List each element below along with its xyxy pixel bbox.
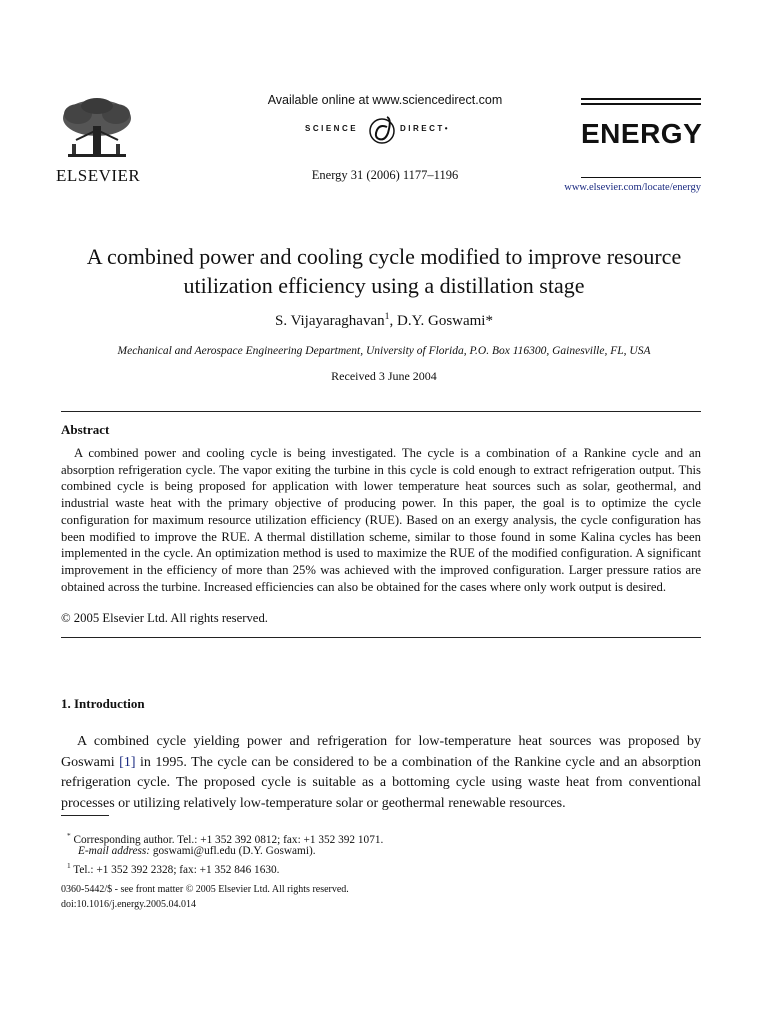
email-label: E-mail address: xyxy=(78,845,151,857)
footnote-1-mark: 1 xyxy=(67,861,71,870)
reference-link-1[interactable]: [1] xyxy=(119,754,136,770)
author-2[interactable]: D.Y. Goswami* xyxy=(397,313,493,329)
doi-line[interactable]: doi:10.1016/j.energy.2005.04.014 xyxy=(61,899,196,910)
abstract-copyright: © 2005 Elsevier Ltd. All rights reserved. xyxy=(61,611,268,625)
sciencedirect-left-word: SCIENCE xyxy=(305,124,359,133)
article-title xyxy=(40,242,728,300)
abstract-top-rule xyxy=(61,411,701,412)
abstract-bottom-rule xyxy=(61,637,701,638)
footnote-corresponding: * Corresponding author. Tel.: +1 352 392 0812; fax: +1 352 392 1071. xyxy=(67,831,384,846)
sciencedirect-right-word: DIRECT• xyxy=(400,124,451,133)
affiliation: Mechanical and Aerospace Engineering Department, University of Florida, P.O. Box 116300, Gainesville, FL, USA xyxy=(117,345,651,357)
abstract-heading: Abstract xyxy=(61,422,110,437)
sciencedirect-dot: • xyxy=(444,124,451,133)
publisher-name: ELSEVIER xyxy=(56,166,141,185)
journal-url-link[interactable]: www.elsevier.com/locate/energy xyxy=(564,182,701,193)
title-line-2: utilization efficiency using a distillation stage xyxy=(183,273,585,298)
journal-rule xyxy=(581,177,701,178)
elsevier-tree-logo xyxy=(56,96,138,164)
email-address[interactable]: goswami@ufl.edu (D.Y. Goswami). xyxy=(150,845,316,857)
footnote-1: $^1$ Tel.: +1 352 392 2328; fax: +1 352 846 1630. xyxy=(67,861,280,876)
footnote-rule xyxy=(61,815,109,816)
front-matter-line: 0360-5442/$ - see front matter © 2005 Elsevier Ltd. All rights reserved. xyxy=(61,884,349,895)
footnote-email xyxy=(61,844,316,859)
journal-citation: Energy 31 (2006) 1177–1196 xyxy=(311,168,459,182)
journal-masthead-lines xyxy=(581,98,701,108)
available-online-text: Available online at www.sciencedirect.com xyxy=(267,93,503,107)
received-date: Received 3 June 2004 xyxy=(331,369,437,383)
corresponding-mark: * xyxy=(67,831,71,840)
introduction-paragraph: A combined cycle yielding power and refrigeration for low-temperature heat sources was proposed by Goswami [1] in 1995. The cycle can be considered to be a combination of the Rankine cycle and an absorption refrigeration cycle. The proposed cycle is suitable as a bottoming cycle using waste heat from conventional processes or utilizing relatively low-temperature solar or geothermal renewable resources. xyxy=(61,734,701,811)
author-1[interactable]: S. Vijayaraghavan xyxy=(275,313,385,329)
title-line-1: A combined power and cooling cycle modified to improve resource xyxy=(86,244,682,269)
section-heading-introduction: 1. Introduction xyxy=(61,696,145,711)
abstract-body: A combined power and cooling cycle is being investigated. The cycle is a combination of a Rankine cycle and an absorption refrigeration cycle. The vapor exiting the turbine in this cycle is cold enough to extract refrigeration output. This combined cycle is being proposed for application with lower temperature heat sources such as solar, geothermal, and industrial waste heat with the primary objective of producing power. In this paper, the goal is to optimize the cycle configuration for maximum resource utilization efficiency (RUE). Based on an exergy analysis, the cycle configuration has been modified to improve the RUE. A thermal distillation scheme, similar to those found in some Kalina cycles has been implemented in the cycle. An optimization method is used to maximize the RUE of the modified configuration. A significant improvement in the efficiency of more than 25% was achieved with the improved configuration. Larger pressure ratios are obtained across the turbine. Increased efficiencies can also be obtained for the cases where only work output is desired. xyxy=(61,446,701,594)
sciencedirect-d-icon xyxy=(368,113,396,145)
author-1-footnote-mark: 1 xyxy=(384,311,390,322)
author-separator: , xyxy=(389,313,397,329)
journal-name: ENERGY xyxy=(581,118,703,149)
authors xyxy=(40,311,728,330)
